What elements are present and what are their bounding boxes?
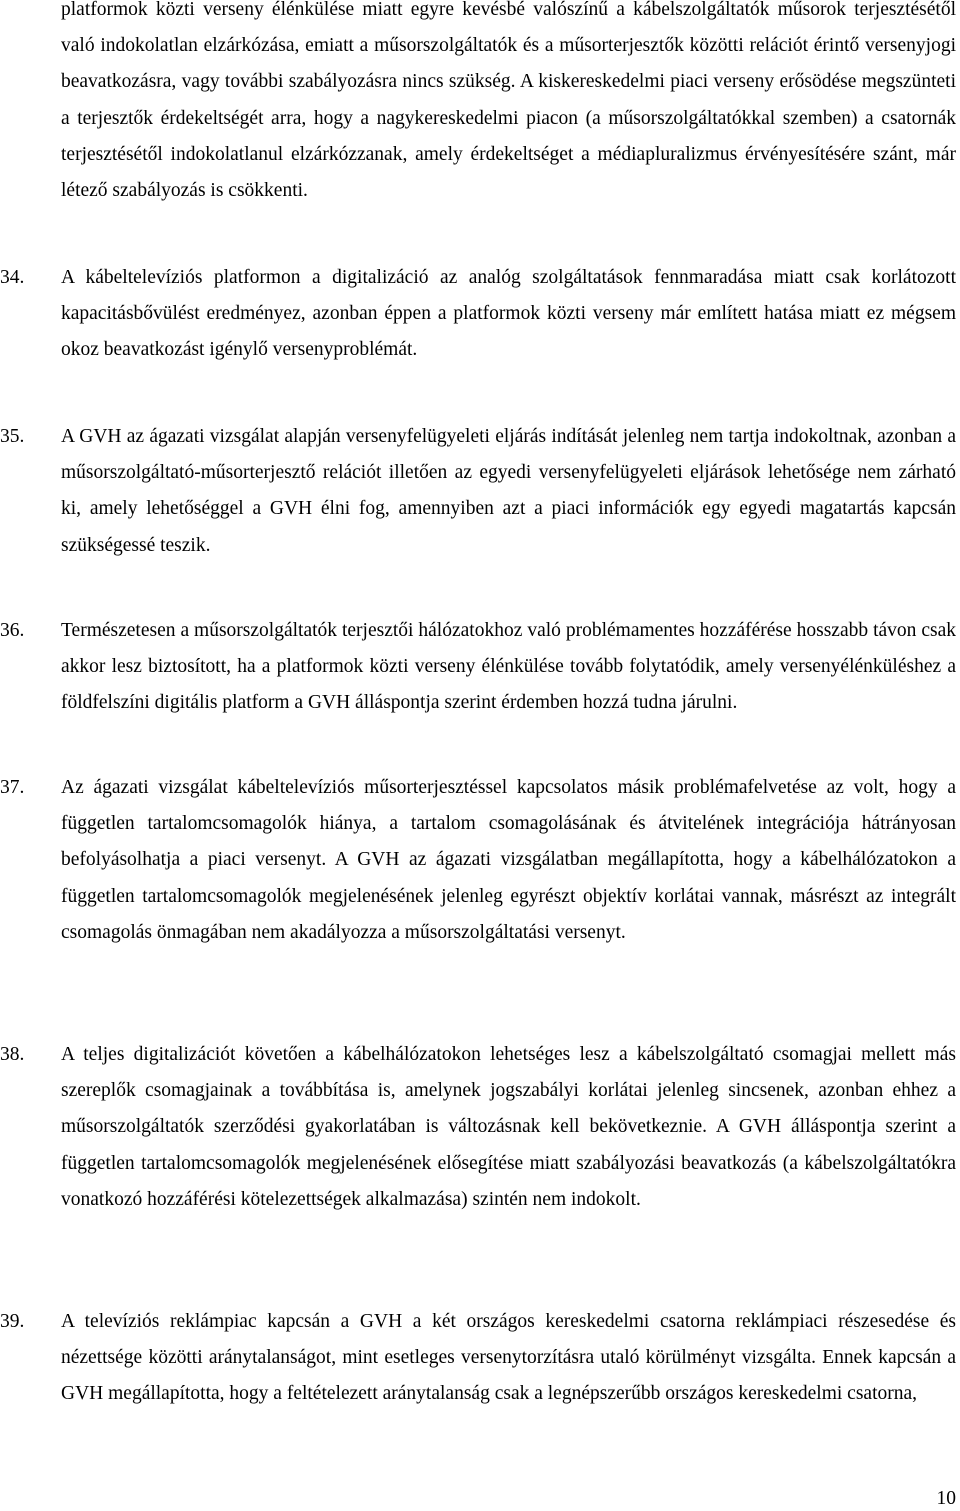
paragraph-36: Természetesen a műsorszolgáltatók terjesztői hálózatokhoz való problémamentes hozzáférése hosszabb távon csak akkor lesz biztosított, ha a platformok közti verseny élénkülése tovább folytatódik, amely versenyélénküléshez a földfelszíni digitális platform a GVH álláspontja szerint érdemben hozzá tudna járulni. <box>61 620 956 714</box>
paragraph-35: A GVH az ágazati vizsgálat alapján versenyfelügyeleti eljárás indítását jelenleg nem tartja indokoltnak, azonban a műsorszolgáltató-műsorterjesztő relációt illetően az egyedi versenyfelügyeleti eljárások lehetősége nem zárható ki, amely lehetőséggel a GVH élni fog, amennyiben azt a piaci információk egy egyedi magatartás kapcsán szükségessé teszik. <box>61 426 956 556</box>
paragraph-number-39: 39. <box>0 1311 25 1332</box>
paragraph-37: Az ágazati vizsgálat kábeltelevíziós műsorterjesztéssel kapcsolatos másik problémafelvetése az volt, hogy a független tartalomcsomagolók hiánya, a tartalom csomagolásának és átvitelének integrációja hátrányosan befolyásolhatja a piaci versenyt. A GVH az ágazati vizsgálatban megállapította, hogy a kábelhálózatokon a független tartalomcsomagolók megjelenésének jelenleg egyrészt objektív korlátai vannak, másrészt az integrált csomagolás önmagában nem akadályozza a műsorszolgáltatási versenyt. <box>61 777 956 943</box>
paragraph-39: A televíziós reklámpiac kapcsán a GVH a két országos kereskedelmi csatorna reklámpiaci részesedése és nézettsége közötti aránytalanságot, mint esetleges versenytorzításra utaló körülményt vizsgálta. Ennek kapcsán a GVH megállapította, hogy a feltételezett aránytalanság csak a legnépszerűbb országos kereskedelmi csatorna, <box>61 1311 956 1405</box>
paragraph-38: A teljes digitalizációt követően a kábelhálózatokon lehetséges lesz a kábelszolgáltató csomagjai mellett más szereplők csomagjainak a továbbítása is, amelynek jogszabályi korlátai jelenleg sincsenek, azonban ehhez a műsorszolgáltatók szerződési gyakorlatában is változásnak kell bekövetkeznie. A GVH álláspontja szerint a független tartalomcsomagolók megjelenésének elősegítése miatt szabályozási beavatkozás (a kábelszolgáltatókra vonatkozó hozzáférési kötelezettségek alkalmazása) szintén nem indokolt. <box>61 1044 956 1210</box>
page-number: 10 <box>936 1488 956 1509</box>
paragraph-number-36: 36. <box>0 620 25 641</box>
paragraph-number-35: 35. <box>0 426 25 447</box>
paragraph-number-38: 38. <box>0 1044 25 1065</box>
paragraph-number-34: 34. <box>0 267 25 288</box>
paragraph-number-37: 37. <box>0 777 25 798</box>
paragraph-34: A kábeltelevíziós platformon a digitalizáció az analóg szolgáltatások fennmaradása miatt csak korlátozott kapacitásbővülést eredményez, azonban éppen a platformok közti verseny már említett hatása miatt ez mégsem okoz beavatkozást igénylő versenyproblémát. <box>61 267 956 361</box>
intro-paragraph: platformok közti verseny élénkülése miatt egyre kevésbé valószínű a kábelszolgáltatók műsorok terjesztésétől való indokolatlan elzárkózása, emiatt a műsorszolgáltatók és a műsorterjesztők közötti relációt érintő versenyjogi beavatkozásra, vagy további szabályozásra nincs szükség. A kiskereskedelmi piaci verseny erősödése megszünteti a terjesztők érdekeltségét arra, hogy a nagykereskedelmi piacon (a műsorszolgáltatókkal szemben) a csatornák terjesztésétől indokolatlanul elzárkózzanak, amely érdekeltséget a médiapluralizmus érvényesítésére szánt, már létező szabályozás is csökkenti. <box>61 0 956 202</box>
